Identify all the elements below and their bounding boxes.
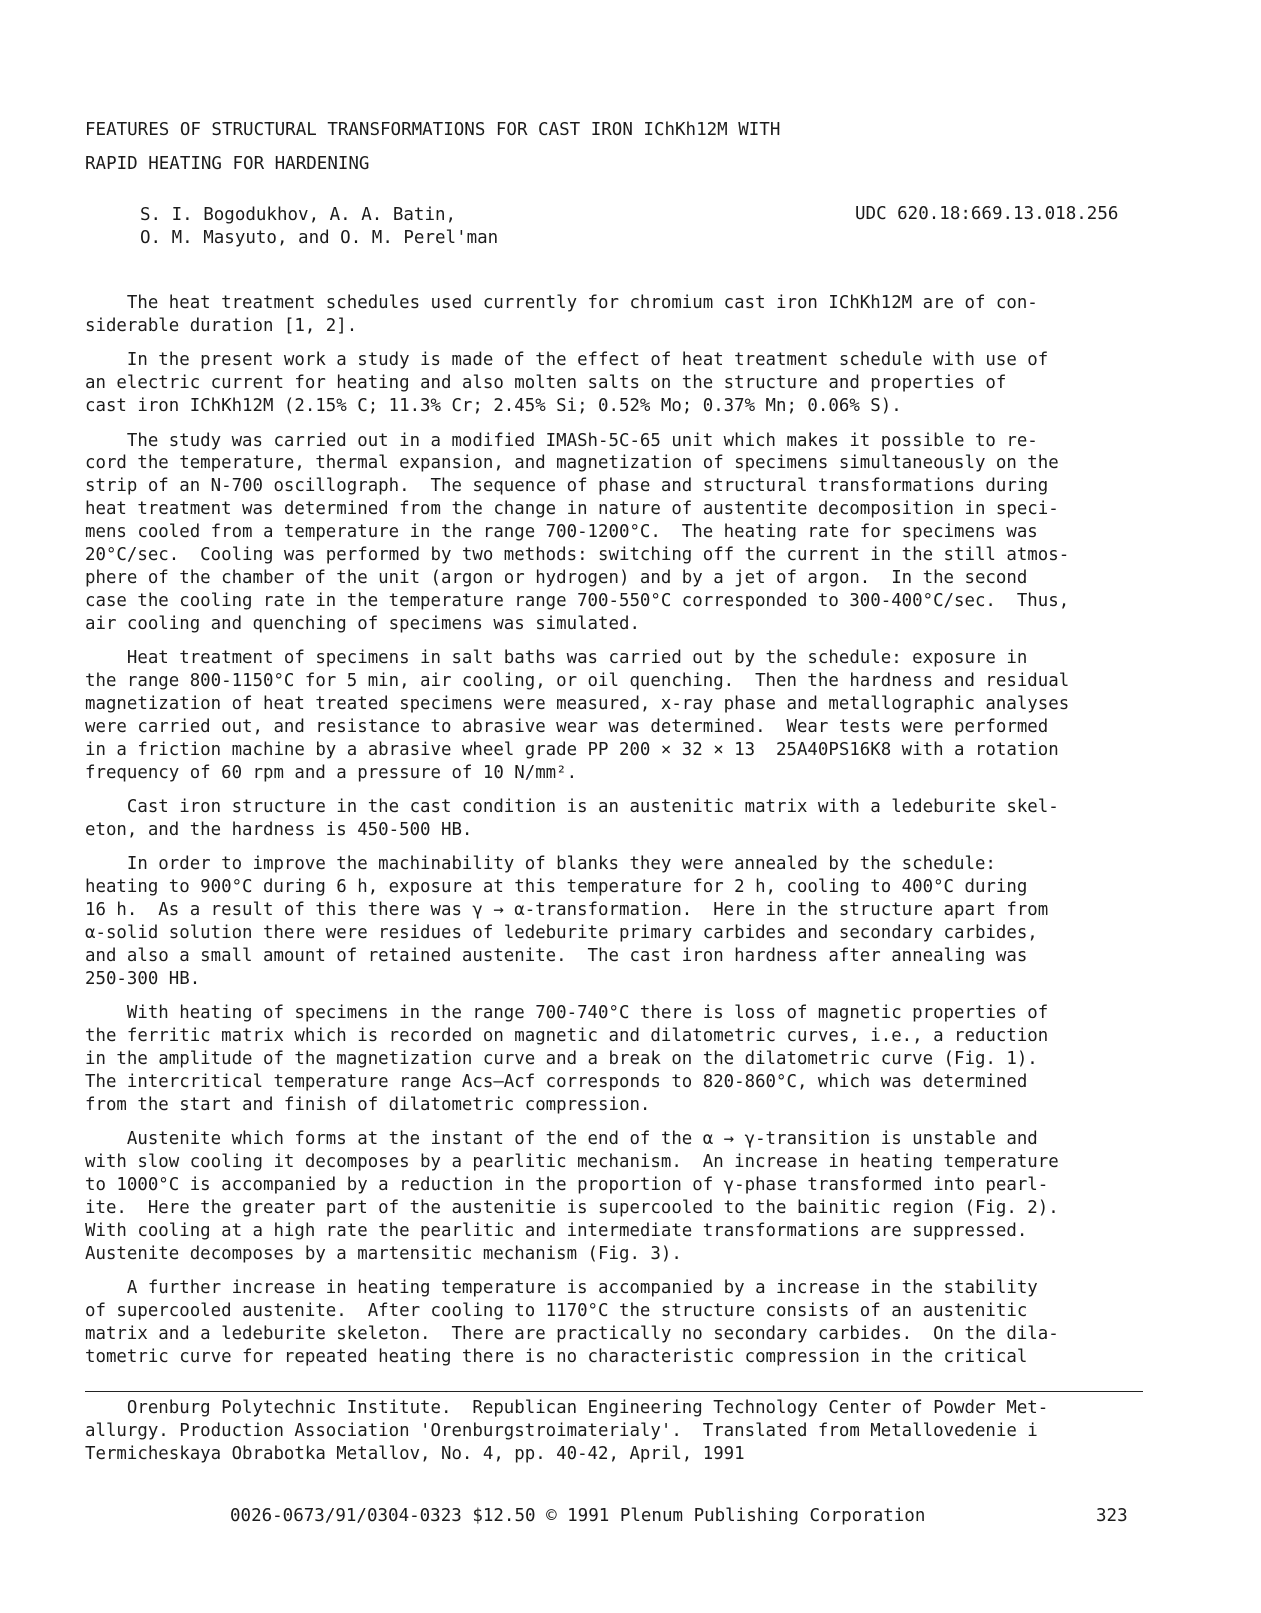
footnote-line: Orenburg Polytechnic Institute. Republican Engineering Technology Center of Powder Met- (85, 1398, 1049, 1418)
text-line: of supercooled austenite. After cooling to 1170°C the structure consists of an austenitic (85, 1301, 1028, 1322)
author-line-2: O. M. Masyuto, and O. M. Perel'man (140, 228, 499, 248)
text-line: phere of the chamber of the unit (argon or hydrogen) and by a jet of argon. In the second (85, 567, 1028, 588)
text-line: In the present work a study is made of the effect of heat treatment schedule with use of (85, 350, 1049, 371)
article-title-line-1: FEATURES OF STRUCTURAL TRANSFORMATIONS FOR CAST IRON IChKh12M WITH (85, 120, 781, 140)
text-line: an electric current for heating and also molten salts on the structure and properties of (85, 373, 1007, 394)
text-line: strip of an N-700 oscillograph. The sequence of phase and structural transformations during (85, 476, 1049, 497)
body-paragraph (85, 647, 1150, 784)
body-paragraph (85, 853, 1150, 990)
text-line: the ferritic matrix which is recorded on magnetic and dilatometric curves, i.e., a reduction (85, 1026, 1049, 1047)
text-line: A further increase in heating temperature is accompanied by a increase in the stability (85, 1278, 1038, 1299)
text-line: in a friction machine by a abrasive wheel grade PP 200 × 32 × 13 25A40PS16K8 with a rotation (85, 739, 1059, 760)
body-paragraph (85, 292, 1150, 338)
text-line: mens cooled from a temperature in the range 700-1200°C. The heating rate for specimens was (85, 522, 1038, 543)
text-line: with slow cooling it decomposes by a pearlitic mechanism. An increase in heating temperature (85, 1152, 1059, 1173)
text-line: in the amplitude of the magnetization curve and a break on the dilatometric curve (Fig. 1). (85, 1049, 1038, 1070)
text-line: air cooling and quenching of specimens was simulated. (85, 613, 640, 634)
text-line: With heating of specimens in the range 700-740°C there is loss of magnetic properties of (85, 1003, 1049, 1024)
text-line: 20°C/sec. Cooling was performed by two methods: switching off the current in the still atmos- (85, 545, 1070, 566)
author-line-1: S. I. Bogodukhov, A. A. Batin, (140, 205, 457, 225)
text-line: The heat treatment schedules used currently for chromium cast iron IChKh12M are of con- (85, 293, 1038, 313)
text-line: from the start and finish of dilatometric compression. (85, 1095, 651, 1115)
footnote-divider (85, 1391, 1143, 1392)
text-line: siderable duration [1, 2]. (85, 315, 358, 336)
text-line: to 1000°C is accompanied by a reduction in the proportion of γ-phase transformed into pearl- (85, 1175, 1049, 1196)
footnote-line: allurgy. Production Association 'Orenburgstroimaterialy'. Translated from Metallovedenie i (85, 1420, 1038, 1441)
text-line: case the cooling rate in the temperature range 700-550°C corresponded to 300-400°C/sec. Thus, (85, 590, 1070, 611)
text-line: 16 h. As a result of this there was γ → α-transformation. Here in the structure apart from (85, 900, 1049, 921)
udc-code: UDC 620.18:669.13.018.256 (855, 204, 1119, 224)
article-body (85, 292, 1150, 1380)
text-line: heating to 900°C during 6 h, exposure at this temperature for 2 h, cooling to 400°C during (85, 877, 1028, 898)
text-line: tometric curve for repeated heating there is no characteristic compression in the critical (85, 1347, 1028, 1368)
body-paragraph (85, 349, 1150, 418)
copyright-line: 0026-0673/91/0304-0323 $12.50 © 1991 Plenum Publishing Corporation (230, 1506, 926, 1526)
text-line: The intercritical temperature range Acs—Acf corresponds to 820-860°C, which was determined (85, 1072, 1028, 1093)
text-line: ite. Here the greater part of the austenitie is supercooled to the bainitic region (Fig. 2). (85, 1198, 1059, 1219)
affiliation-footnote (85, 1397, 1150, 1466)
text-line: matrix and a ledeburite skeleton. There are practically no secondary carbides. On the dila- (85, 1324, 1059, 1345)
text-line: were carried out, and resistance to abrasive wear was determined. Wear tests were performed (85, 716, 1049, 737)
text-line: The study was carried out in a modified IMASh-5C-65 unit which makes it possible to re- (85, 430, 1038, 451)
text-line: 250-300 HB. (85, 968, 201, 989)
text-line: magnetization of heat treated specimens were measured, x-ray phase and metallographic analyses (85, 694, 1070, 714)
body-paragraph (85, 796, 1150, 842)
body-paragraph (85, 430, 1150, 636)
text-line: the range 800-1150°C for 5 min, air cooling, or oil quenching. Then the hardness and residual (85, 671, 1070, 692)
text-line: frequency of 60 rpm and a pressure of 10 N/mm². (85, 762, 578, 783)
footnote-line: Termicheskaya Obrabotka Metallov, No. 4, pp. 40-42, April, 1991 (85, 1443, 745, 1464)
text-line: In order to improve the machinability of blanks they were annealed by the schedule: (85, 854, 996, 875)
article-title-line-2: RAPID HEATING FOR HARDENING (85, 154, 370, 174)
body-paragraph (85, 1128, 1150, 1265)
page-number: 323 (1096, 1506, 1128, 1526)
text-line: α-solid solution there were residues of ledeburite primary carbides and secondary carbides, (85, 923, 1038, 944)
author-list (140, 204, 498, 250)
text-line: eton, and the hardness is 450-500 HB. (85, 820, 473, 841)
text-line: and also a small amount of retained austenite. The cast iron hardness after annealing was (85, 946, 1028, 967)
text-line: heat treatment was determined from the change in nature of austentite decomposition in speci- (85, 499, 1059, 520)
body-paragraph (85, 1277, 1150, 1369)
text-line: Cast iron structure in the cast condition is an austenitic matrix with a ledeburite skel- (85, 797, 1059, 818)
text-line: Austenite decomposes by a martensitic mechanism (Fig. 3). (85, 1243, 682, 1264)
text-line: With cooling at a high rate the pearlitic and intermediate transformations are suppressed. (85, 1221, 1028, 1242)
text-line: Heat treatment of specimens in salt baths was carried out by the schedule: exposure in (85, 648, 1028, 669)
body-paragraph (85, 1002, 1150, 1117)
text-line: cord the temperature, thermal expansion, and magnetization of specimens simultaneously on the (85, 453, 1059, 474)
text-line: cast iron IChKh12M (2.15% C; 11.3% Cr; 2.45% Si; 0.52% Mo; 0.37% Mn; 0.06% S). (85, 396, 902, 417)
text-line: Austenite which forms at the instant of the end of the α → γ-transition is unstable and (85, 1129, 1038, 1150)
